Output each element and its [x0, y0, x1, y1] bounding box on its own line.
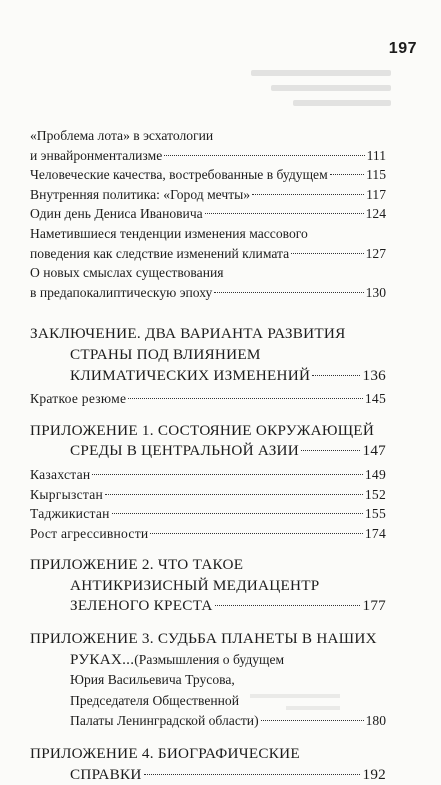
- toc-page-number: 145: [364, 391, 386, 407]
- toc-section-subtitle: Палаты Ленинградской области): [70, 713, 259, 729]
- toc-section-title: СРЕДЫ В ЦЕНТРАЛЬНОЙ АЗИИ: [70, 442, 299, 460]
- toc-section-line: [30, 345, 386, 366]
- toc-item-aggression[interactable]: [30, 524, 386, 544]
- toc-item-line: [30, 263, 386, 283]
- toc-item-one-day[interactable]: [30, 204, 386, 224]
- toc-item-title: Кыргызстан: [30, 486, 104, 502]
- toc-section-subtitle: Юрия Васильевича Трусова,: [70, 672, 235, 688]
- leader-dots: [112, 513, 363, 514]
- leader-dots: [214, 292, 363, 293]
- toc-page-number: 136: [362, 366, 386, 384]
- leader-dots: [215, 605, 361, 606]
- toc-section-title: ЗАКЛЮЧЕНИЕ. ДВА ВАРИАНТА РАЗВИТИЯ: [30, 325, 346, 343]
- toc-item-line: [30, 126, 386, 146]
- toc-item-lot-problem[interactable]: [30, 126, 386, 165]
- toc-item-summary[interactable]: [30, 389, 386, 409]
- toc-page-number: 155: [364, 506, 386, 522]
- toc-section-line: [30, 596, 386, 617]
- toc-item-new-meanings[interactable]: [30, 263, 386, 302]
- toc-section-subtitle: (Размышления о будущем: [134, 651, 285, 667]
- toc-section-line: [30, 555, 386, 576]
- toc-item-human-qualities[interactable]: [30, 165, 386, 185]
- toc-item-tajikistan[interactable]: [30, 504, 386, 524]
- toc-section-line: [30, 324, 386, 345]
- toc-item-title: Рост агрессивности: [30, 525, 149, 541]
- toc-section-title: ПРИЛОЖЕНИЕ 1. СОСТОЯНИЕ ОКРУЖАЮЩЕЙ: [30, 421, 375, 439]
- toc-subsection-list: [30, 465, 386, 543]
- toc-page-number: 177: [362, 597, 386, 615]
- toc-section-line: [30, 744, 386, 765]
- toc-page-number: 117: [366, 186, 386, 202]
- table-of-contents: [30, 126, 386, 785]
- toc-item-title: Наметившиеся тенденции изменения массового: [30, 225, 308, 241]
- leader-dots: [330, 174, 364, 175]
- leader-dots: [164, 155, 364, 156]
- toc-section-appendix-3[interactable]: [30, 629, 386, 732]
- toc-section-title: ПРИЛОЖЕНИЕ 4. БИОГРАФИЧЕСКИЕ: [30, 745, 300, 763]
- toc-section-title: ПРИЛОЖЕНИЕ 3. СУДЬБА ПЛАНЕТЫ В НАШИХ: [30, 630, 377, 648]
- toc-section-title: ЗЕЛЕНОГО КРЕСТА: [70, 597, 213, 615]
- toc-page-number: 152: [364, 486, 386, 502]
- leader-dots: [291, 253, 363, 254]
- leader-dots: [128, 398, 363, 399]
- toc-page-number: 192: [362, 765, 386, 783]
- toc-page-number: 127: [365, 245, 386, 261]
- toc-section-title: РУКАХ...: [70, 650, 135, 668]
- toc-item-kyrgyzstan[interactable]: [30, 485, 386, 505]
- toc-section-line: [30, 765, 386, 785]
- leader-dots: [252, 194, 364, 195]
- toc-item-title: Один день Дениса Ивановича: [30, 206, 203, 222]
- toc-item-line: [30, 146, 386, 166]
- toc-section-title: АНТИКРИЗИСНЫЙ МЕДИАЦЕНТР: [70, 576, 320, 594]
- toc-item-title: Внутренняя политика: «Город мечты»: [30, 186, 251, 202]
- toc-item-trends[interactable]: [30, 224, 386, 263]
- toc-section-subtitle: Председателя Общественной: [70, 692, 239, 708]
- toc-section-appendix-2[interactable]: [30, 555, 386, 617]
- toc-section-conclusion[interactable]: [30, 324, 386, 408]
- leader-dots: [261, 720, 364, 721]
- toc-section-line: [30, 670, 386, 691]
- toc-section-title: КЛИМАТИЧЕСКИХ ИЗМЕНЕНИЙ: [70, 366, 311, 384]
- toc-item-title: О новых смыслах существования: [30, 265, 224, 281]
- toc-section-title: ПРИЛОЖЕНИЕ 2. ЧТО ТАКОЕ: [30, 556, 244, 574]
- toc-subsection-list: [30, 126, 386, 302]
- toc-page-number: 180: [365, 713, 386, 729]
- leader-dots: [144, 774, 361, 775]
- toc-item-internal-policy[interactable]: [30, 185, 386, 205]
- toc-section-line: [30, 629, 386, 650]
- toc-item-line: [30, 224, 386, 244]
- bleed-through-heading: [251, 70, 391, 116]
- page-number: 197: [388, 40, 417, 57]
- toc-item-title: Краткое резюме: [30, 391, 127, 407]
- toc-item-title: «Проблема лота» в эсхатологии: [30, 128, 214, 143]
- leader-dots: [150, 533, 362, 534]
- toc-item-line: [30, 283, 386, 303]
- toc-section-line: [30, 421, 386, 442]
- toc-item-title: поведения как следствие изменений климата: [30, 245, 290, 261]
- toc-section-line: [30, 441, 386, 462]
- toc-section-line: [30, 576, 386, 597]
- toc-section-line: [30, 691, 386, 712]
- toc-item-title: Казахстан: [30, 466, 91, 482]
- toc-page-number: 130: [365, 284, 386, 300]
- toc-page-number: 111: [366, 147, 386, 163]
- toc-item-kazakhstan[interactable]: [30, 465, 386, 485]
- toc-section-appendix-4[interactable]: [30, 744, 386, 785]
- toc-section-title: СТРАНЫ ПОД ВЛИЯНИЕМ: [70, 345, 261, 363]
- leader-dots: [92, 474, 362, 475]
- toc-item-line: [30, 165, 386, 185]
- leader-dots: [105, 494, 363, 495]
- toc-item-title: Человеческие качества, востребованные в будущем: [30, 167, 328, 183]
- toc-section-line: [30, 366, 386, 387]
- toc-page-number: 149: [364, 466, 386, 482]
- toc-item-title: и энвайронментализме: [30, 147, 163, 163]
- leader-dots: [205, 213, 364, 214]
- toc-section-appendix-1[interactable]: [30, 421, 386, 544]
- toc-page-number: 147: [362, 442, 386, 460]
- toc-item-line: [30, 204, 386, 224]
- toc-section-title: СПРАВКИ: [70, 765, 142, 783]
- toc-section-line: [30, 650, 386, 671]
- leader-dots: [301, 450, 360, 451]
- toc-page-number: 115: [366, 167, 386, 183]
- leader-dots: [312, 375, 360, 376]
- toc-page-number: 174: [364, 525, 386, 541]
- toc-section-line: [30, 711, 386, 732]
- toc-page-number: 124: [365, 206, 386, 222]
- toc-item-title: Таджикистан: [30, 506, 110, 522]
- toc-item-title: в предапокалиптическую эпоху: [30, 284, 213, 300]
- toc-item-line: [30, 185, 386, 205]
- toc-item-line: [30, 244, 386, 264]
